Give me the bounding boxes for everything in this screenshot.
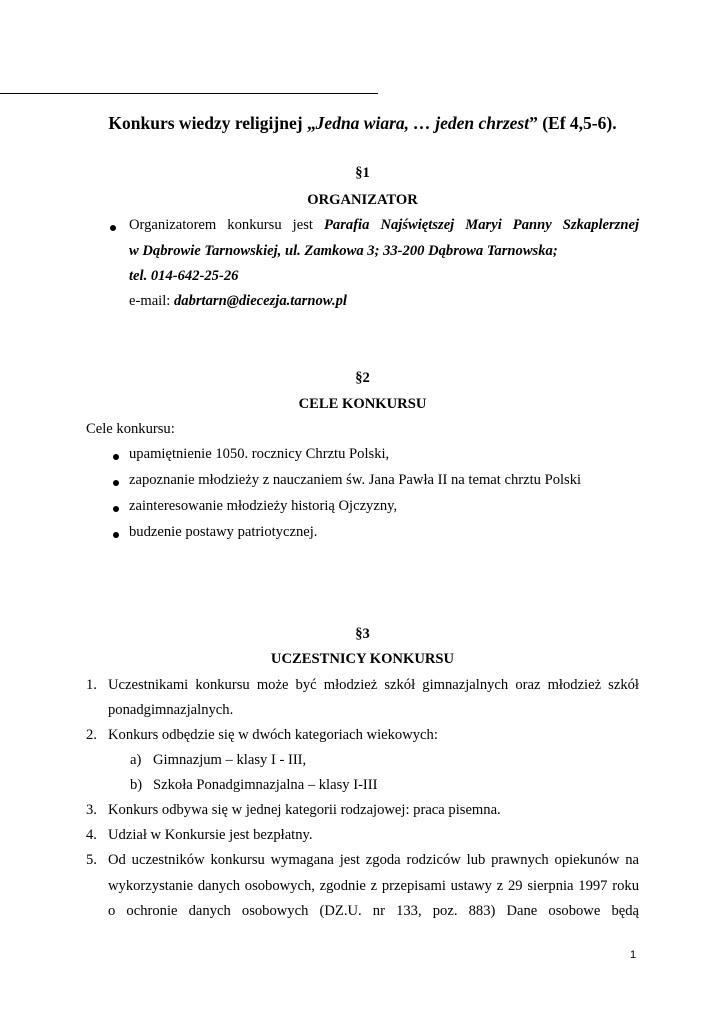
list-number: 3. [86, 802, 97, 818]
list-number: 1. [86, 677, 97, 693]
list-number: 2. [86, 727, 97, 743]
participants-p5-line2: wykorzystanie danych osobowych, zgodnie z przepisami ustawy z 29 sierpnia 1997 roku [108, 878, 639, 894]
section3-number: §3 [355, 626, 370, 642]
header-rule [0, 93, 378, 94]
category-a: Gimnazjum – klasy I - III, [153, 752, 307, 768]
goal-item: budzenie postawy patriotycznej. [129, 524, 318, 540]
goal-item: zainteresowanie młodzieży historią Ojczyzny, [129, 498, 398, 514]
section1-heading: ORGANIZATOR [307, 192, 418, 208]
section2-number: §2 [355, 370, 370, 386]
bullet-icon [113, 454, 119, 460]
participants-p2: Konkurs odbędzie się w dwóch kategoriach wiekowych: [108, 727, 438, 743]
organizer-line-2: w Dąbrowie Tarnowskiej, ul. Zamkowa 3; 33-200 Dąbrowa Tarnowska; [129, 243, 558, 259]
list-number: 5. [86, 852, 97, 868]
organizer-line-1: Organizatorem konkursu jest Parafia Najświętszej Maryi Panny Szkaplerznej [129, 217, 640, 233]
participants-p3: Konkurs odbywa się w jednej kategorii rodzajowej: praca pisemna. [108, 802, 501, 818]
sublist-label: a) [130, 752, 142, 768]
bullet-icon [113, 532, 119, 538]
participants-p1-line1: Uczestnikami konkursu może być młodzież szkół gimnazjalnych oraz młodzież szkół [108, 677, 639, 693]
page-number: 1 [630, 949, 637, 961]
participants-p5-line3: o ochronie danych osobowych (DZ.U. nr 133, poz. 883) Dane osobowe będą [108, 903, 639, 919]
bullet-icon [113, 480, 119, 486]
organizer-email: e-mail: dabrtarn@diecezja.tarnow.pl [129, 293, 347, 309]
section1-number: §1 [355, 165, 370, 181]
document-title: Konkurs wiedzy religijnej „Jedna wiara, … jeden chrzest” (Ef 4,5-6). [108, 113, 617, 133]
participants-p1-line2: ponadgimnazjalnych. [108, 702, 234, 718]
goal-item: upamiętnienie 1050. rocznicy Chrztu Polski, [129, 446, 390, 462]
bullet-icon [110, 225, 116, 231]
participants-p5-line1: Od uczestników konkursu wymagana jest zgoda rodziców lub prawnych opiekunów na [108, 852, 639, 868]
list-number: 4. [86, 827, 97, 843]
goals-intro: Cele konkursu: [86, 421, 175, 437]
goal-item: zapoznanie młodzieży z nauczaniem św. Jana Pawła II na temat chrztu Polski [129, 472, 582, 488]
sublist-label: b) [130, 777, 143, 793]
organizer-phone: tel. 014-642-25-26 [129, 268, 239, 284]
participants-p4: Udział w Konkursie jest bezpłatny. [108, 827, 313, 843]
section3-heading: UCZESTNICY KONKURSU [270, 651, 455, 667]
category-b: Szkoła Ponadgimnazjalna – klasy I-III [153, 777, 378, 793]
section2-heading: CELE KONKURSU [298, 396, 427, 412]
bullet-icon [113, 506, 119, 512]
email-link[interactable]: dabrtarn@diecezja.tarnow.pl [173, 293, 347, 309]
